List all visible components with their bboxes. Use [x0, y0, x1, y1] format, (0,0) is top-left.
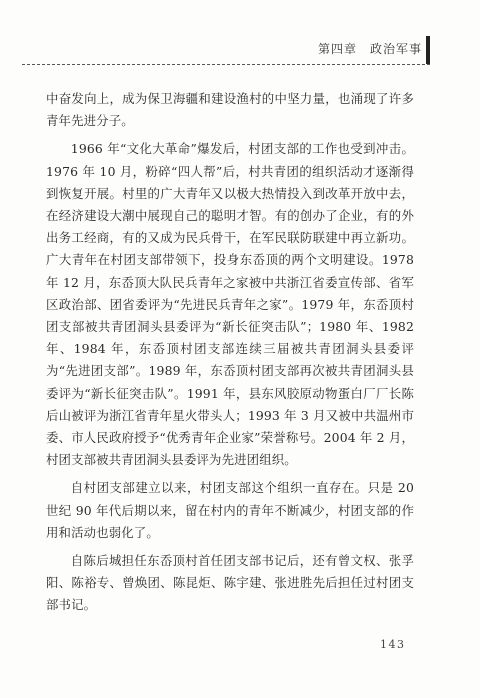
page-number: 143 [380, 638, 406, 651]
paragraph-secretaries: 自陈后城担任东岙顶村首任团支部书记后，还有曾文权、张孚阳、陈裕专、曾焕团、陈昆炬、陈宇建、张进胜先后担任过村团支部书记。 [46, 553, 414, 613]
paragraph-history: 1966 年“文化大革命”爆发后，村团支部的工作也受到冲击。1976 年 10 月，粉碎“四人帮”后，村共青团的组织活动才逐渐得到恢复开展。村里的广大青年又以极大热情投入到改革开放中去，在经济建设大潮中展现自己的聪明才智。有的创办了企业，有的外出务工经商，有的又成为民兵骨干，在军民联防联建中再立新功。广大青年在村团支部带领下，投身东岙顶的两个文明建设。1978 年 12 月，东岙顶大队民兵青年之家被中共浙江省委宣传部、省军区政治部、团省委评为“先进民兵青年之家”。1979 年，东岙顶村团支部被共青团洞头县委评为“新长征突击队”；1980 年、1982 年、1984 年，东岙顶村团支部连续三届被共青团洞头县委评为“先进团支部”。1989 年，东岙顶村团支部再次被共青团洞头县委评为“新长征突击队”。1991 年，县东风胶原动物蛋白厂厂长陈后山被评为浙江省青年星火带头人；1993 年 3 月又被中共温州市委、市人民政府授予“优秀青年企业家”荣誉称号。2004 年 2 月，村团支部被共青团洞头县委评为先进团组织。 [46, 141, 414, 468]
header-bar-mark [426, 36, 430, 64]
paragraph-continuation: 中奋发向上，成为保卫海疆和建设渔村的中坚力量，也涌现了许多青年先进分子。 [46, 91, 414, 129]
running-header [22, 34, 430, 66]
paragraph-organization: 自村团支部建立以来，村团支部这个组织一直存在。只是 20 世纪 90 年代后期以来，留在村内的青年不断减少，村团支部的作用和活动也弱化了。 [46, 480, 414, 540]
header-dashed-rule [22, 64, 430, 65]
chapter-title: 第四章 政治军事 [317, 42, 422, 56]
body-text [46, 88, 414, 623]
